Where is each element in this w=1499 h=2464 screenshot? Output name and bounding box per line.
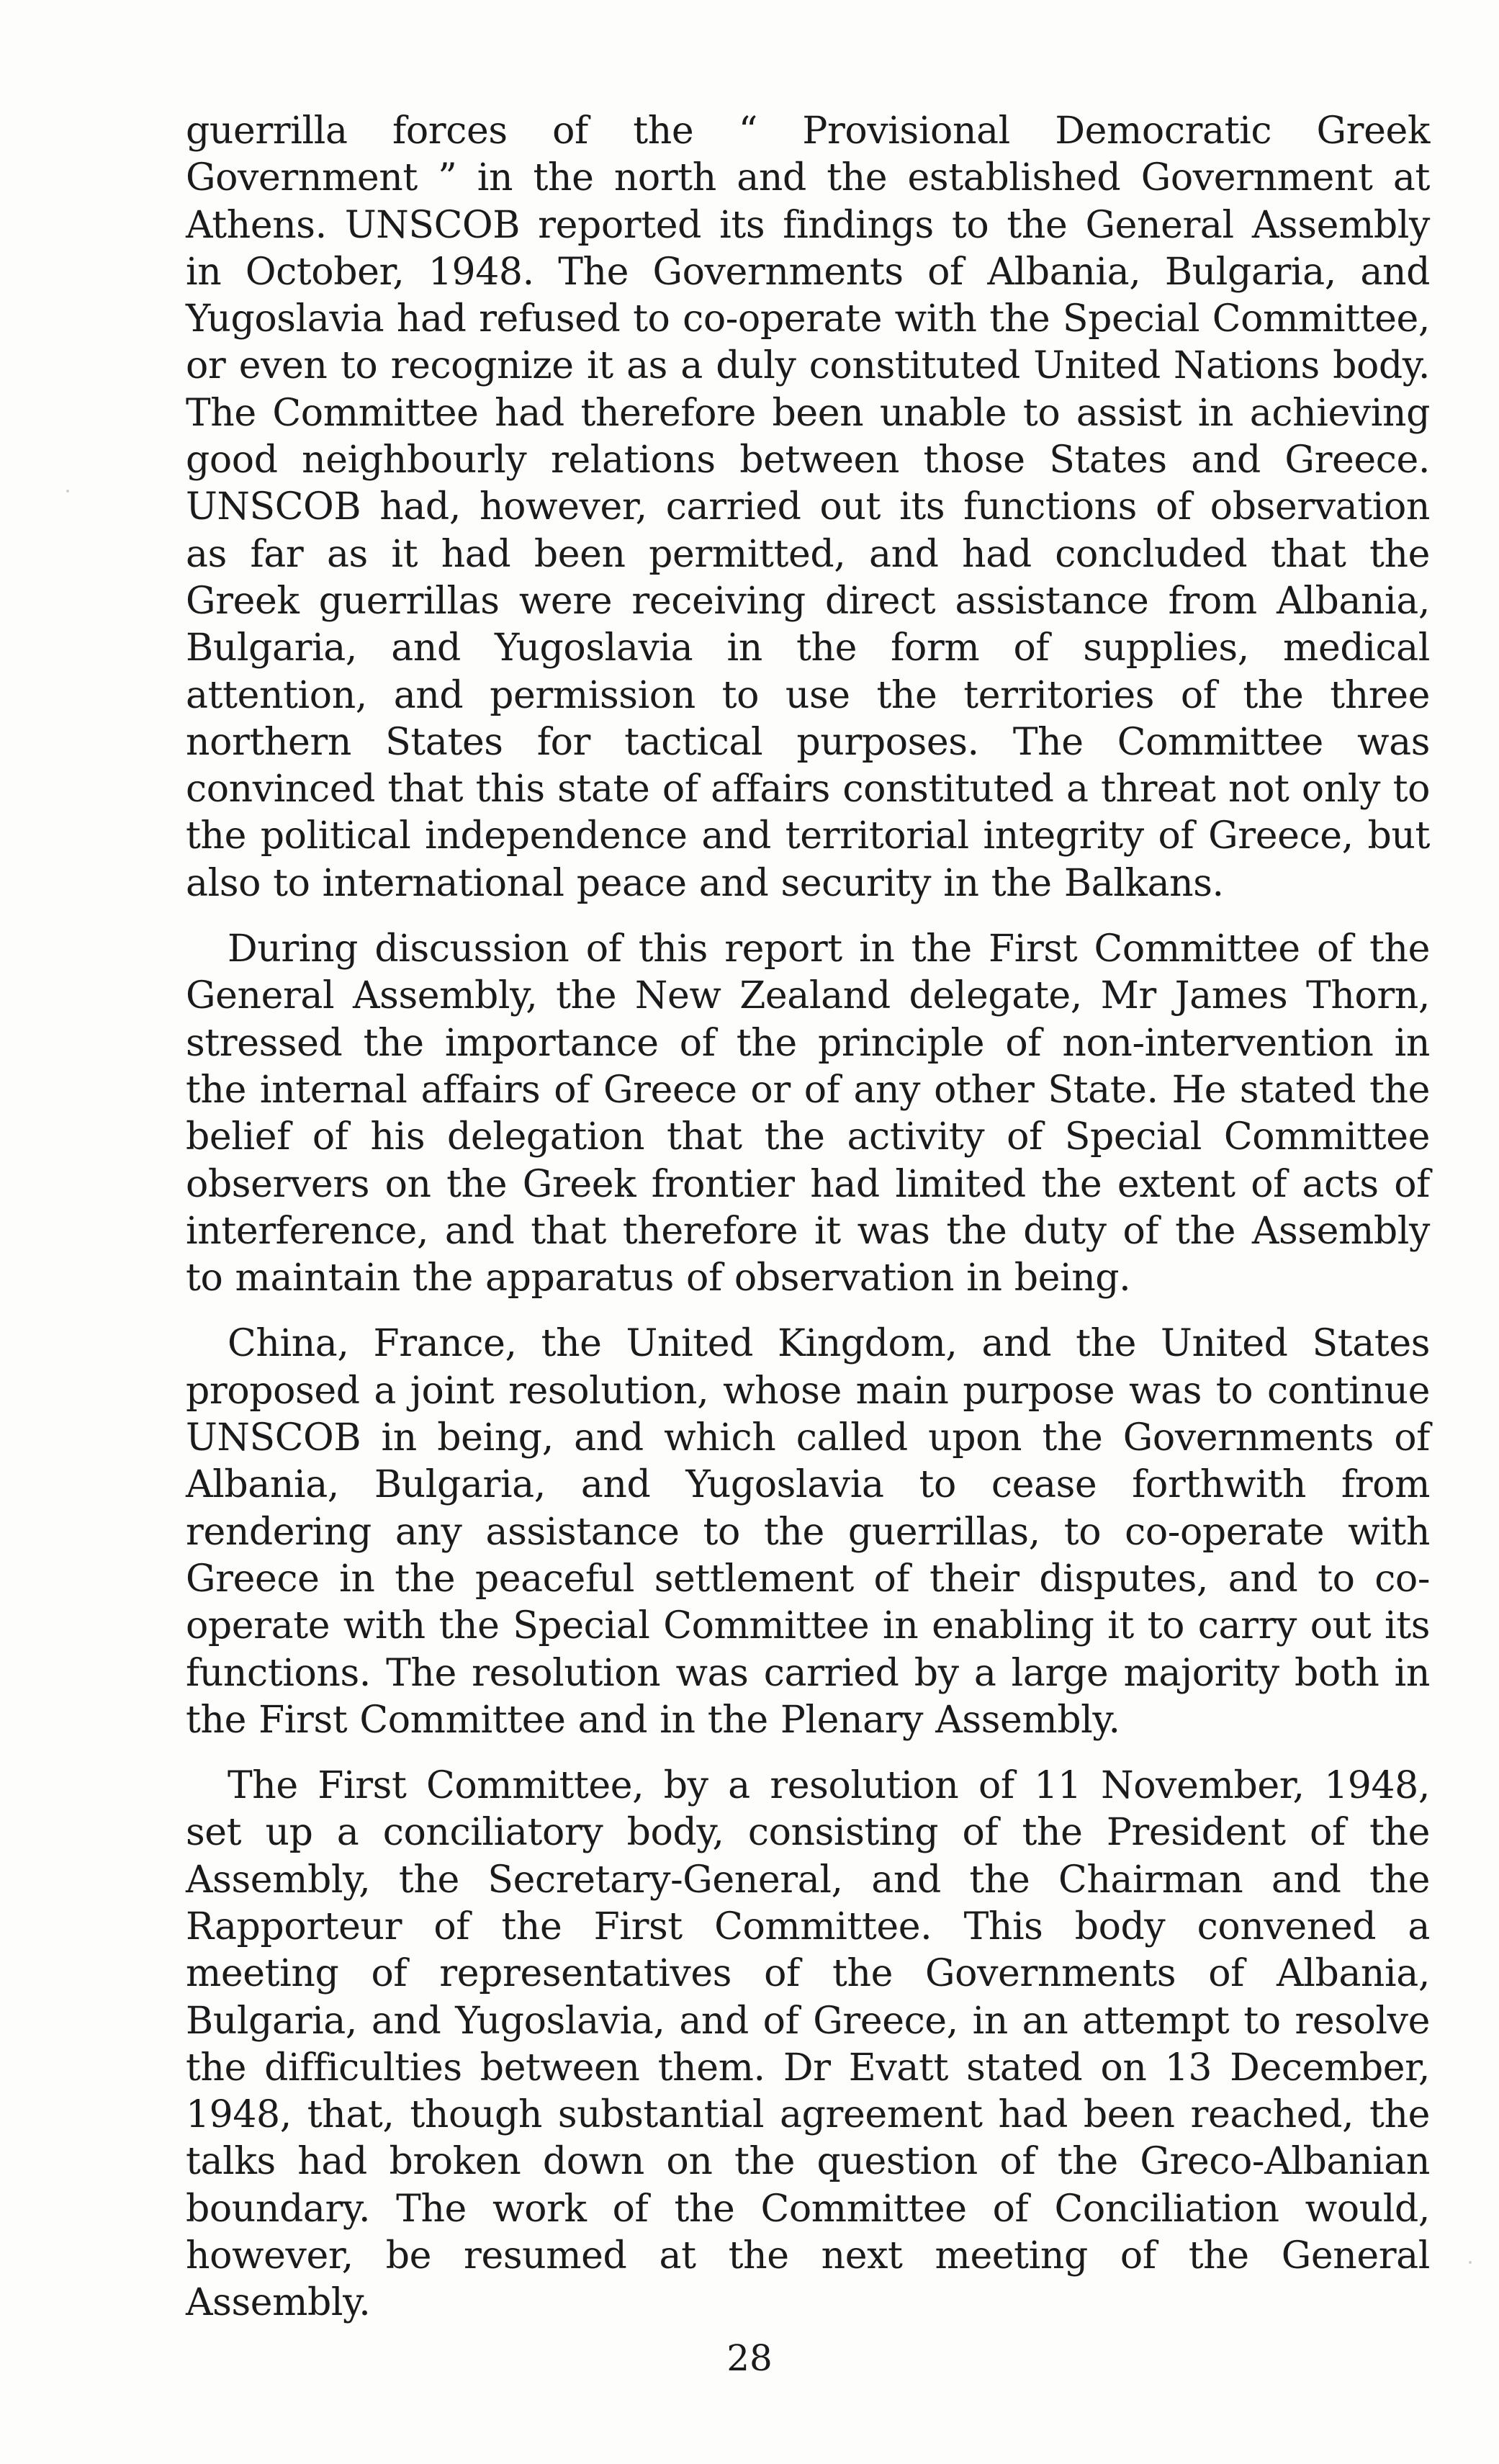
paragraph-joint-resolution: China, France, the United Kingdom, and the United States proposed a joint resolution, whose main purpose was to continue UNSCOB in being, and which called upon the Governments of Albania, Bulgaria, and Yugoslavia to cease forthwith from rendering any assistance to the guerrillas, to co-operate with Greece in the peaceful settlement of their disputes, and to co-operate with the Special Committee in enabling it to carry out its functions. The resolution was carried by a large majority both in the First Committee and in the Plenary Assembly. bbox=[186, 1322, 1430, 1742]
body-text bbox=[186, 108, 1430, 2346]
page-number: 28 bbox=[726, 2337, 773, 2379]
paragraph-conciliatory-body: The First Committee, by a resolution of 11 November, 1948, set up a conciliatory body, consisting of the President of the Assembly, the Secretary-General, and the Chairman and the Rapporteur of the First Committee. This body convened a meeting of representatives of the Governments of Albania, Bulgaria, and Yugoslavia, and of Greece, in an attempt to resolve the difficulties between them. Dr Evatt stated on 13 December, 1948, that, though substantial agreement had been reached, the talks had broken down on the question of the Greco-Albanian boundary. The work of the Committee of Conciliation would, however, be resumed at the next meeting of the General Assembly. bbox=[186, 1764, 1430, 2325]
margin-speck bbox=[1469, 2261, 1472, 2264]
margin-speck bbox=[66, 490, 69, 493]
paragraph-unscob-report: guerrilla forces of the “ Provisional Democratic Greek Government ” in the north and the established Government at Athens. UNSCOB reported its findings to the General Assembly in October, 1948. The Governments of Albania, Bulgaria, and Yugoslavia had refused to co-operate with the Special Committee, or even to recognize it as a duly constituted United Nations body. The Committee had therefore been unable to assist in achieving good neighbourly relations between those States and Greece. UNSCOB had, however, carried out its functions of observation as far as it had been permitted, and had concluded that the Greek guerrillas were receiving direct assistance from Albania, Bulgaria, and Yugoslavia in the form of supplies, medical attention, and permission to use the territories of the three northern States for tactical purposes. The Committee was convinced that this state of affairs constituted a threat not only to the political independence and territorial integrity of Greece, but also to international peace and security in the Balkans. bbox=[186, 109, 1430, 905]
paragraph-first-committee-discussion: During discussion of this report in the First Committee of the General Assembly, the New Zealand delegate, Mr James Thorn, stressed the importance of the principle of non-intervention in the internal affairs of Greece or of any other State. He stated the belief of his delegation that the activity of Special Committee observers on the Greek frontier had limited the extent of acts of interference, and that therefore it was the duty of the Assembly to maintain the apparatus of observation in being. bbox=[186, 927, 1430, 1300]
